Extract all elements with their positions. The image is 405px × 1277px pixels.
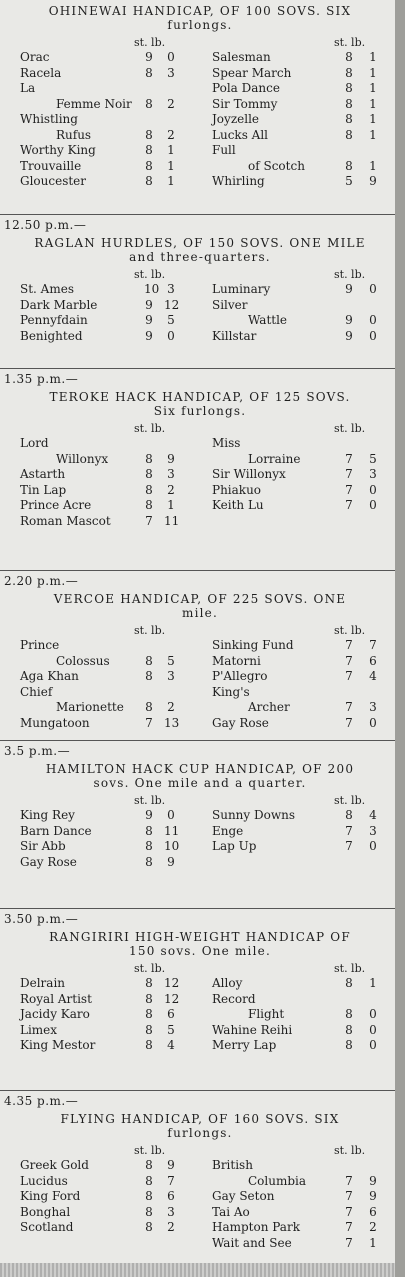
runner-name: Roman Mascot bbox=[20, 513, 111, 528]
runner-stones: 8 bbox=[145, 823, 153, 838]
runner-name: Mungatoon bbox=[20, 715, 90, 730]
runner-stones: 9 bbox=[145, 808, 153, 822]
runner-name: Lap Up bbox=[212, 839, 257, 853]
runner-stones: 7 bbox=[345, 638, 353, 652]
runner-name: Whirling bbox=[212, 174, 265, 188]
runner-name-cont: Lorraine bbox=[248, 451, 301, 466]
runner-name: St. Ames bbox=[20, 282, 74, 296]
race-conditions: sovs. One mile and a quarter. bbox=[93, 776, 307, 790]
runner-name: Prince Acre bbox=[20, 498, 92, 512]
runner-stones: 8 bbox=[145, 96, 153, 111]
runner-pounds: 12 bbox=[164, 297, 180, 312]
runner-stones: 8 bbox=[145, 1220, 153, 1234]
runner-name-cont: Rufus bbox=[56, 127, 92, 142]
runner-stones: 9 bbox=[145, 313, 153, 327]
runner-name: Matorni bbox=[212, 653, 261, 668]
runner-name: Worthy King bbox=[20, 143, 96, 157]
runner-pounds: 3 bbox=[167, 467, 175, 481]
race-title bbox=[6, 236, 394, 264]
weight-header-left: st. lb. bbox=[134, 1144, 166, 1157]
runner-stones: 8 bbox=[145, 991, 153, 1006]
runner-pounds: 0 bbox=[369, 1038, 377, 1052]
runner-stones: 8 bbox=[145, 158, 153, 173]
runner-stones: 8 bbox=[145, 482, 153, 497]
runner-pounds: 5 bbox=[167, 313, 175, 327]
race-title-line: VERCOE HANDICAP, OF 225 SOVS. ONE bbox=[53, 592, 347, 606]
runner-pounds: 9 bbox=[167, 1158, 175, 1172]
runner-stones: 8 bbox=[345, 81, 353, 95]
race-conditions: Six furlongs. bbox=[153, 404, 247, 418]
runner-pounds: 3 bbox=[369, 467, 377, 481]
runner-pounds: 5 bbox=[167, 653, 175, 668]
runner-name: Salesman bbox=[212, 50, 271, 64]
runner-stones: 8 bbox=[145, 653, 153, 668]
runner-pounds: 9 bbox=[167, 854, 175, 869]
runner-name: Limex bbox=[20, 1022, 58, 1037]
runner-stones: 7 bbox=[345, 700, 353, 714]
race-time: 12.50 p.m.— bbox=[4, 218, 87, 232]
runner-pounds: 4 bbox=[369, 669, 377, 683]
runner-name: Record bbox=[212, 991, 256, 1006]
runner-pounds: 1 bbox=[369, 127, 377, 142]
runner-name: Dark Marble bbox=[20, 297, 98, 312]
runner-stones: 8 bbox=[145, 1038, 153, 1052]
runner-name: Delrain bbox=[20, 976, 66, 990]
race-time: 2.20 p.m.— bbox=[4, 574, 79, 588]
runner-stones: 8 bbox=[145, 127, 153, 142]
runner-name: P'Allegro bbox=[212, 669, 268, 683]
runner-pounds: 0 bbox=[369, 1022, 377, 1037]
runner-name-cont: Columbia bbox=[248, 1173, 307, 1188]
runner-name: Gay Seton bbox=[212, 1189, 275, 1203]
runner-stones: 7 bbox=[145, 513, 153, 528]
runner-pounds: 7 bbox=[167, 1173, 175, 1188]
runner-stones: 8 bbox=[145, 498, 153, 512]
runner-stones: 8 bbox=[145, 1189, 153, 1203]
race-title bbox=[6, 930, 394, 958]
runner-pounds: 0 bbox=[369, 715, 377, 730]
section-rule bbox=[0, 368, 395, 369]
runner-stones: 8 bbox=[145, 451, 153, 466]
runner-name: Pola Dance bbox=[212, 81, 280, 95]
runner-pounds: 0 bbox=[369, 498, 377, 512]
runner-name: Sinking Fund bbox=[212, 638, 294, 652]
runner-name: King's bbox=[212, 684, 250, 699]
runner-pounds: 1 bbox=[167, 143, 175, 157]
weight-header-right: st. lb. bbox=[334, 794, 366, 807]
runner-name: Sir Willonyx bbox=[212, 467, 286, 481]
runner-stones: 8 bbox=[345, 808, 353, 822]
runner-name: Lord bbox=[20, 436, 49, 450]
runner-name: Lucidus bbox=[20, 1173, 68, 1188]
runner-name: Spear March bbox=[212, 65, 292, 80]
runner-name: Royal Artist bbox=[20, 991, 92, 1006]
weight-header-left: st. lb. bbox=[134, 794, 166, 807]
runner-stones: 8 bbox=[145, 143, 153, 157]
runner-stones: 7 bbox=[345, 482, 353, 497]
runner-name: Tai Ao bbox=[212, 1204, 250, 1219]
runner-stones: 8 bbox=[145, 1204, 153, 1219]
runner-stones: 7 bbox=[145, 715, 153, 730]
runner-name: Tin Lap bbox=[20, 482, 67, 497]
race-title-line: RAGLAN HURDLES, OF 150 SOVS. ONE MILE bbox=[34, 236, 366, 250]
runner-pounds: 6 bbox=[167, 1189, 175, 1203]
runner-name-cont: Colossus bbox=[56, 653, 110, 668]
runner-pounds: 0 bbox=[369, 482, 377, 497]
runner-name: La bbox=[20, 81, 36, 95]
runner-stones: 7 bbox=[345, 653, 353, 668]
runner-pounds: 3 bbox=[167, 65, 175, 80]
runner-name: Miss bbox=[212, 436, 241, 450]
runner-name: Silver bbox=[212, 297, 248, 312]
runner-stones: 7 bbox=[345, 467, 353, 481]
runner-pounds: 1 bbox=[167, 158, 175, 173]
runner-name: Sir Tommy bbox=[212, 96, 278, 111]
race-title-line: RANGIRIRI HIGH-WEIGHT HANDICAP OF bbox=[49, 930, 351, 944]
runner-pounds: 0 bbox=[369, 328, 377, 343]
runner-pounds: 1 bbox=[167, 174, 175, 188]
runner-name: Whistling bbox=[20, 112, 78, 126]
runner-pounds: 1 bbox=[369, 1235, 377, 1250]
runner-pounds: 3 bbox=[369, 700, 377, 714]
runner-name-cont: Flight bbox=[248, 1007, 285, 1021]
runner-name-cont: Wattle bbox=[248, 313, 288, 327]
race-title-line: FLYING HANDICAP, OF 160 SOVS. SIX bbox=[60, 1112, 340, 1126]
runner-name-cont: Willonyx bbox=[56, 451, 109, 466]
runner-name: Bonghal bbox=[20, 1204, 71, 1219]
runner-stones: 8 bbox=[145, 1158, 153, 1172]
runner-pounds: 1 bbox=[369, 976, 377, 990]
runner-pounds: 9 bbox=[167, 451, 175, 466]
weight-header-left: st. lb. bbox=[134, 422, 166, 435]
runner-stones: 8 bbox=[345, 112, 353, 126]
runner-stones: 8 bbox=[145, 174, 153, 188]
runner-name: Benighted bbox=[20, 328, 83, 343]
race-conditions: and three-quarters. bbox=[129, 250, 271, 264]
race-title bbox=[6, 1112, 394, 1140]
runner-pounds: 1 bbox=[369, 158, 377, 173]
runner-pounds: 6 bbox=[369, 1204, 377, 1219]
runner-stones: 9 bbox=[145, 328, 153, 343]
race-conditions: 150 sovs. One mile. bbox=[129, 944, 271, 958]
runner-name: Phiakuo bbox=[212, 482, 262, 497]
runner-name: Greek Gold bbox=[20, 1158, 89, 1172]
runner-name: Full bbox=[212, 143, 236, 157]
runner-stones: 7 bbox=[345, 823, 353, 838]
section-rule bbox=[0, 214, 395, 215]
runner-stones: 9 bbox=[145, 297, 153, 312]
runner-stones: 8 bbox=[145, 669, 153, 683]
runner-pounds: 12 bbox=[164, 976, 180, 990]
runner-stones: 8 bbox=[345, 158, 353, 173]
runner-pounds: 3 bbox=[167, 1204, 175, 1219]
runner-pounds: 10 bbox=[164, 839, 180, 853]
runner-pounds: 0 bbox=[167, 328, 175, 343]
runner-name: Pennyfdain bbox=[20, 313, 88, 327]
race-title bbox=[6, 390, 394, 418]
runner-stones: 8 bbox=[145, 976, 153, 990]
runner-stones: 8 bbox=[145, 700, 153, 714]
runner-pounds: 4 bbox=[369, 808, 377, 822]
race-title bbox=[6, 762, 394, 790]
runner-name-cont: Marionette bbox=[56, 700, 124, 714]
section-rule bbox=[0, 1090, 395, 1091]
runner-name: Astarth bbox=[20, 467, 66, 481]
runner-stones: 8 bbox=[145, 1173, 153, 1188]
race-title bbox=[6, 4, 394, 32]
runner-name: British bbox=[212, 1158, 253, 1172]
runner-stones: 7 bbox=[345, 669, 353, 683]
runner-name: Keith Lu bbox=[212, 498, 264, 512]
runner-stones: 7 bbox=[345, 715, 353, 730]
runner-pounds: 0 bbox=[369, 282, 377, 296]
runner-stones: 7 bbox=[345, 1189, 353, 1203]
weight-header-right: st. lb. bbox=[334, 422, 366, 435]
runner-stones: 8 bbox=[145, 854, 153, 869]
race-title-line: HAMILTON HACK CUP HANDICAP, OF 200 bbox=[45, 762, 355, 776]
weight-header-right: st. lb. bbox=[334, 36, 366, 49]
runner-name: Scotland bbox=[20, 1220, 74, 1234]
runner-pounds: 11 bbox=[164, 513, 180, 528]
runner-pounds: 1 bbox=[369, 81, 377, 95]
runner-stones: 9 bbox=[145, 50, 153, 64]
weight-header-right: st. lb. bbox=[334, 962, 366, 975]
runner-name: Racela bbox=[20, 65, 62, 80]
runner-pounds: 2 bbox=[167, 127, 175, 142]
runner-name: Sunny Downs bbox=[212, 808, 296, 822]
runner-name-cont: Archer bbox=[248, 700, 290, 714]
torn-bottom-edge bbox=[0, 1263, 395, 1277]
runner-pounds: 0 bbox=[167, 50, 175, 64]
runner-pounds: 6 bbox=[369, 653, 377, 668]
race-time: 3.50 p.m.— bbox=[4, 912, 79, 926]
runner-pounds: 12 bbox=[164, 991, 180, 1006]
runner-pounds: 9 bbox=[369, 1173, 377, 1188]
runner-name: Trouvaille bbox=[20, 158, 82, 173]
runner-name: Jacidy Karo bbox=[20, 1007, 90, 1021]
page-edge bbox=[395, 0, 405, 1277]
runner-pounds: 9 bbox=[369, 1189, 377, 1203]
weight-header-left: st. lb. bbox=[134, 36, 166, 49]
weight-header-right: st. lb. bbox=[334, 1144, 366, 1157]
race-conditions: furlongs. bbox=[167, 18, 233, 32]
runner-stones: 10 bbox=[144, 282, 160, 296]
runner-pounds: 1 bbox=[369, 112, 377, 126]
runner-name: Lucks All bbox=[212, 127, 269, 142]
runner-name: Gay Rose bbox=[20, 854, 77, 869]
runner-name: Alloy bbox=[212, 976, 243, 990]
runner-pounds: 6 bbox=[167, 1007, 175, 1021]
runner-stones: 8 bbox=[345, 1038, 353, 1052]
runner-pounds: 0 bbox=[369, 313, 377, 327]
runner-pounds: 13 bbox=[164, 715, 180, 730]
runner-pounds: 2 bbox=[167, 96, 175, 111]
runner-pounds: 9 bbox=[369, 174, 377, 188]
runner-stones: 9 bbox=[345, 313, 353, 327]
runner-name: Hampton Park bbox=[212, 1220, 300, 1234]
runner-stones: 8 bbox=[145, 1022, 153, 1037]
runner-pounds: 3 bbox=[167, 669, 175, 683]
runner-stones: 8 bbox=[145, 467, 153, 481]
runner-pounds: 2 bbox=[167, 1220, 175, 1234]
race-title-line: OHINEWAI HANDICAP, OF 100 SOVS. SIX bbox=[48, 4, 352, 18]
runner-stones: 8 bbox=[145, 839, 153, 853]
runner-stones: 8 bbox=[345, 50, 353, 64]
section-rule bbox=[0, 908, 395, 909]
race-time: 1.35 p.m.— bbox=[4, 372, 79, 386]
runner-pounds: 4 bbox=[167, 1038, 175, 1052]
runner-name: Enge bbox=[212, 823, 244, 838]
runner-pounds: 2 bbox=[167, 482, 175, 497]
runner-stones: 9 bbox=[345, 328, 353, 343]
runner-stones: 8 bbox=[345, 96, 353, 111]
runner-pounds: 3 bbox=[167, 282, 175, 296]
runner-pounds: 5 bbox=[369, 451, 377, 466]
race-time: 4.35 p.m.— bbox=[4, 1094, 79, 1108]
runner-name: Joyzelle bbox=[212, 112, 260, 126]
runner-name: Barn Dance bbox=[20, 823, 92, 838]
runner-stones: 8 bbox=[345, 1007, 353, 1021]
runner-stones: 8 bbox=[145, 65, 153, 80]
runner-stones: 7 bbox=[345, 498, 353, 512]
runner-stones: 7 bbox=[345, 1220, 353, 1234]
runner-pounds: 3 bbox=[369, 823, 377, 838]
runner-name: Merry Lap bbox=[212, 1038, 277, 1052]
runner-pounds: 0 bbox=[167, 808, 175, 822]
runner-stones: 8 bbox=[345, 65, 353, 80]
runner-stones: 8 bbox=[145, 1007, 153, 1021]
runner-pounds: 1 bbox=[167, 498, 175, 512]
runner-name: Orac bbox=[20, 50, 50, 64]
runner-name: Gay Rose bbox=[212, 715, 269, 730]
weight-header-left: st. lb. bbox=[134, 624, 166, 637]
runner-name: Wait and See bbox=[212, 1235, 292, 1250]
runner-stones: 7 bbox=[345, 1204, 353, 1219]
runner-stones: 8 bbox=[345, 1022, 353, 1037]
runner-pounds: 5 bbox=[167, 1022, 175, 1037]
weight-header-right: st. lb. bbox=[334, 268, 366, 281]
runner-name: Killstar bbox=[212, 328, 257, 343]
runner-pounds: 2 bbox=[167, 700, 175, 714]
runner-stones: 9 bbox=[345, 282, 353, 296]
race-conditions: furlongs. bbox=[167, 1126, 233, 1140]
weight-header-left: st. lb. bbox=[134, 962, 166, 975]
runner-stones: 7 bbox=[345, 451, 353, 466]
race-conditions: mile. bbox=[182, 606, 218, 620]
runner-name: Gloucester bbox=[20, 174, 87, 188]
race-time: 3.5 p.m.— bbox=[4, 744, 71, 758]
runner-stones: 8 bbox=[345, 127, 353, 142]
weight-header-left: st. lb. bbox=[134, 268, 166, 281]
race-title-line: TEROKE HACK HANDICAP, OF 125 SOVS. bbox=[49, 390, 351, 404]
runner-name: Wahine Reihi bbox=[212, 1022, 293, 1037]
weight-header-right: st. lb. bbox=[334, 624, 366, 637]
runner-stones: 7 bbox=[345, 839, 353, 853]
race-title bbox=[6, 592, 394, 620]
runner-pounds: 2 bbox=[369, 1220, 377, 1234]
runner-name: Aga Khan bbox=[20, 669, 79, 683]
runner-pounds: 0 bbox=[369, 1007, 377, 1021]
runner-name: Chief bbox=[20, 684, 53, 699]
runner-name-cont: of Scotch bbox=[248, 158, 305, 173]
runner-stones: 7 bbox=[345, 1235, 353, 1250]
runner-name-cont: Femme Noir bbox=[56, 96, 132, 111]
runner-stones: 8 bbox=[345, 976, 353, 990]
runner-pounds: 11 bbox=[164, 823, 180, 838]
runner-stones: 5 bbox=[345, 174, 353, 188]
section-rule bbox=[0, 570, 395, 571]
runner-pounds: 0 bbox=[369, 839, 377, 853]
runner-name: King Ford bbox=[20, 1189, 81, 1203]
runner-name: King Mestor bbox=[20, 1038, 96, 1052]
runner-pounds: 7 bbox=[369, 638, 377, 652]
runner-name: Prince bbox=[20, 638, 60, 652]
runner-pounds: 1 bbox=[369, 96, 377, 111]
runner-name: King Rey bbox=[20, 808, 75, 822]
runner-pounds: 1 bbox=[369, 65, 377, 80]
section-rule bbox=[0, 740, 395, 741]
runner-pounds: 1 bbox=[369, 50, 377, 64]
runner-name: Sir Abb bbox=[20, 839, 66, 853]
runner-name: Luminary bbox=[212, 282, 271, 296]
runner-stones: 7 bbox=[345, 1173, 353, 1188]
